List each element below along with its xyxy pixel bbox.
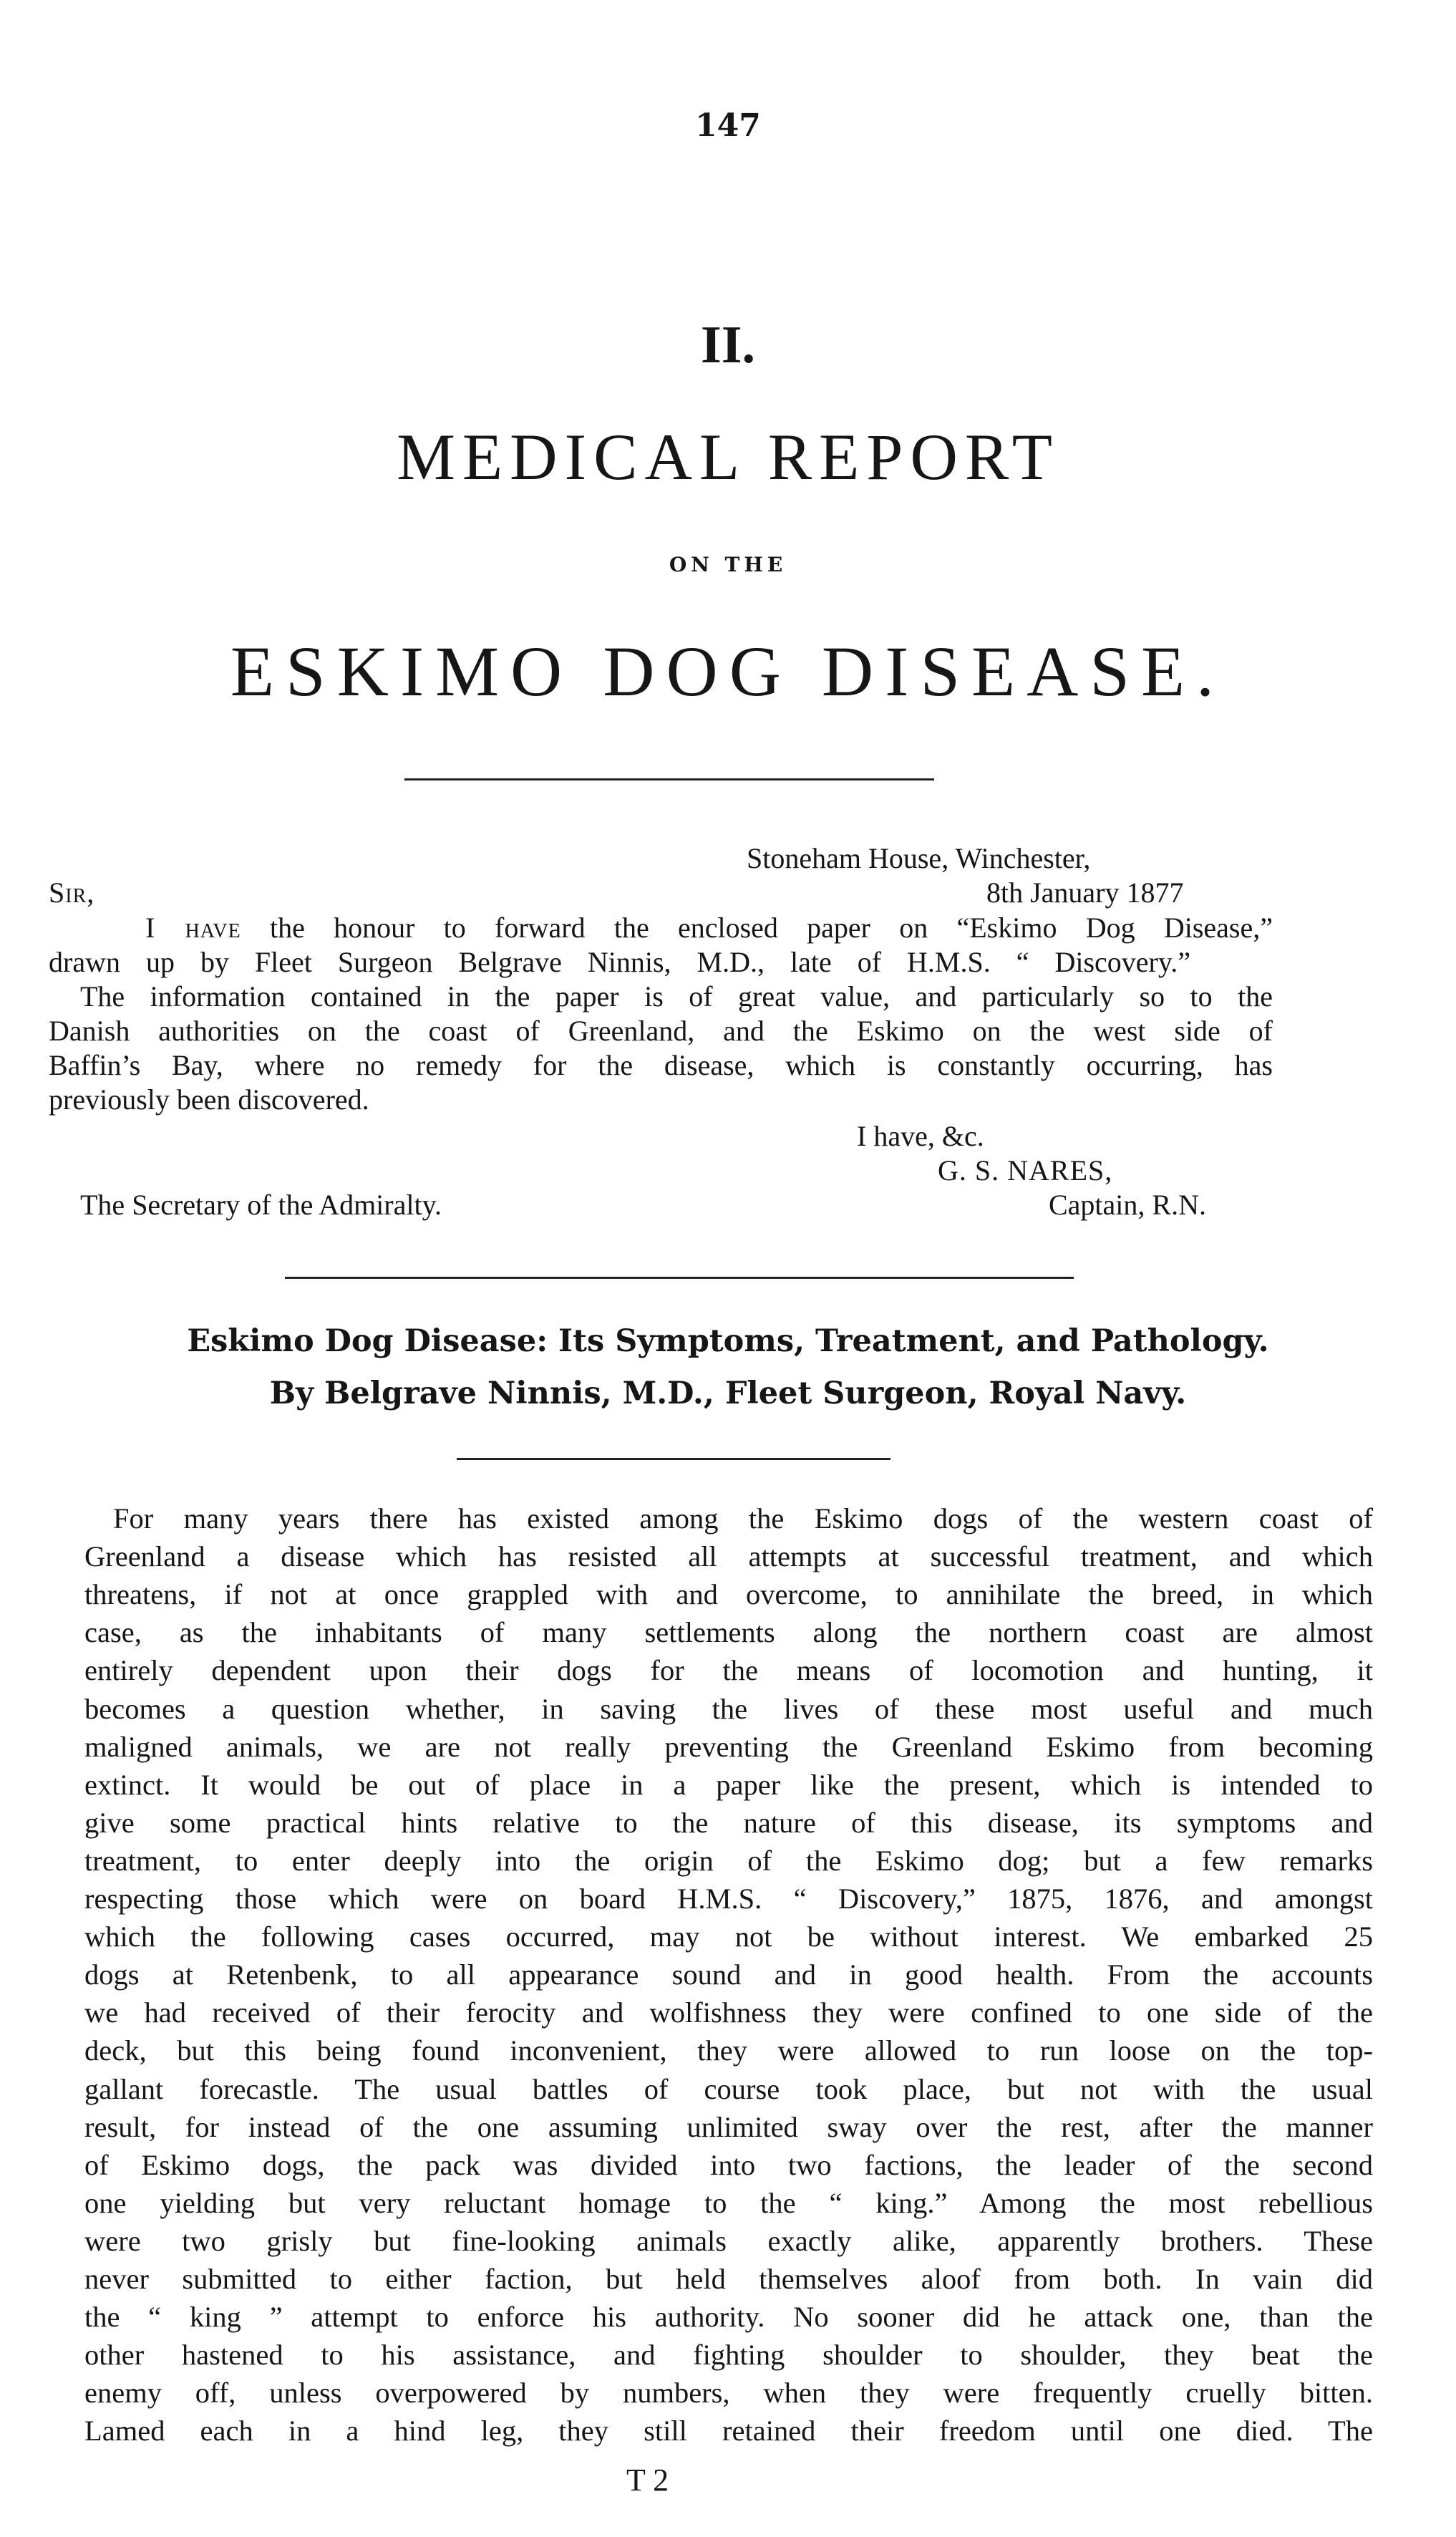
body-line: Lamed each in a hind leg, they still retained their freedom until one died. The <box>84 2415 1373 2447</box>
body-line: the “ king ” attempt to enforce his authority. No sooner did he attack one, than the <box>84 2301 1373 2334</box>
body-line: enemy off, unless overpowered by numbers, when they were frequently cruelly bitten. <box>84 2377 1373 2410</box>
body-line: maligned animals, we are not really preventing the Greenland Eskimo from becoming <box>84 1730 1373 1763</box>
body-line: one yielding but very reluctant homage to the “ king.” Among the most rebellious <box>84 2186 1373 2219</box>
body-line: threatens, if not at once grappled with and overcome, to annihilate the breed, in which <box>84 1578 1373 1611</box>
body-line: For many years there has existed among the Eskimo dogs of the western coast of <box>113 1502 1373 1535</box>
body-line: give some practical hints relative to the nature of this disease, its symptoms and <box>84 1806 1373 1839</box>
body-line: were two grisly but fine-looking animals exactly alike, apparently brothers. These <box>84 2224 1373 2257</box>
letter-line-5: Baffin’s Bay, where no remedy for the disease, which is constantly occurring, has <box>49 1049 1273 1081</box>
letter-line-2: drawn up by Fleet Surgeon Belgrave Ninnis, M.D., late of H.M.S. “ Discovery.” <box>49 946 1190 978</box>
letter-line-1 <box>145 912 1273 944</box>
paper-heading-line-1: Eskimo Dog Disease: Its Symptoms, Treatment, and Pathology. <box>187 1323 1269 1359</box>
letter-line-4: Danish authorities on the coast of Greenland, and the Eskimo on the west side of <box>49 1015 1273 1047</box>
body-line: result, for instead of the one assuming unlimited sway over the rest, after the manner <box>84 2110 1373 2143</box>
body-line: which the following cases occurred, may not be without interest. We embarked 25 <box>84 1920 1373 1953</box>
heading-rule <box>457 1458 890 1460</box>
letter-line-1-text: the honour to forward the enclosed paper on “Eskimo Dog Disease,” <box>241 912 1273 944</box>
letter-salutation: Sir, <box>49 876 95 909</box>
body-line: we had received of their ferocity and wolfishness they were confined to one side of the <box>84 1996 1373 2029</box>
letter-recipient: The Secretary of the Admiralty. <box>80 1189 442 1221</box>
letter-date: 8th January 1877 <box>986 876 1184 909</box>
body-line: becomes a question whether, in saving the lives of these most useful and much <box>84 1692 1373 1725</box>
title-line-2: ESKIMO DOG DISEASE. <box>230 632 1226 711</box>
body-line: Greenland a disease which has resisted all attempts at successful treatment, and which <box>84 1540 1373 1573</box>
letter-signature-name: G. S. NARES, <box>938 1154 1113 1187</box>
body-line: never submitted to either faction, but held themselves aloof from both. In vain did <box>84 2263 1373 2295</box>
letter-opening: I have <box>145 912 241 944</box>
letter-line-3: The information contained in the paper is of great value, and particularly so to the <box>80 980 1273 1013</box>
title-rule <box>404 778 934 781</box>
body-line: other hastened to his assistance, and fighting shoulder to shoulder, they beat the <box>84 2339 1373 2372</box>
body-line: extinct. It would be out of place in a paper like the present, which is intended to <box>84 1768 1373 1801</box>
letter-closing: I have, &c. <box>857 1120 984 1152</box>
body-line: respecting those which were on board H.M.S. “ Discovery,” 1875, 1876, and amongst <box>84 1883 1373 1915</box>
body-line: gallant forecastle. The usual battles of course took place, but not with the usual <box>84 2072 1373 2105</box>
paper-heading-line-2: By Belgrave Ninnis, M.D., Fleet Surgeon, Royal Navy. <box>269 1376 1187 1411</box>
body-line: case, as the inhabitants of many settlements along the northern coast are almost <box>84 1616 1373 1649</box>
letter-signature-rank: Captain, R.N. <box>1049 1189 1206 1221</box>
letter-address: Stoneham House, Winchester, <box>747 842 1091 874</box>
body-line: deck, but this being found inconvenient, they were allowed to run loose on the top- <box>84 2034 1373 2067</box>
section-number: II. <box>700 316 756 374</box>
title-connector: ON THE <box>669 553 787 576</box>
body-line: dogs at Retenbenk, to all appearance sound and in good health. From the accounts <box>84 1958 1373 1991</box>
letter-line-6: previously been discovered. <box>49 1083 369 1116</box>
body-line: treatment, to enter deeply into the origin of the Eskimo dog; but a few remarks <box>84 1844 1373 1877</box>
letter-rule <box>285 1277 1074 1279</box>
page-number: 147 <box>695 107 761 144</box>
body-line: entirely dependent upon their dogs for the means of locomotion and hunting, it <box>84 1654 1373 1687</box>
body-line: of Eskimo dogs, the pack was divided into two factions, the leader of the second <box>84 2148 1373 2181</box>
title-line-1: MEDICAL REPORT <box>397 420 1059 493</box>
signature-mark: T 2 <box>626 2463 669 2498</box>
